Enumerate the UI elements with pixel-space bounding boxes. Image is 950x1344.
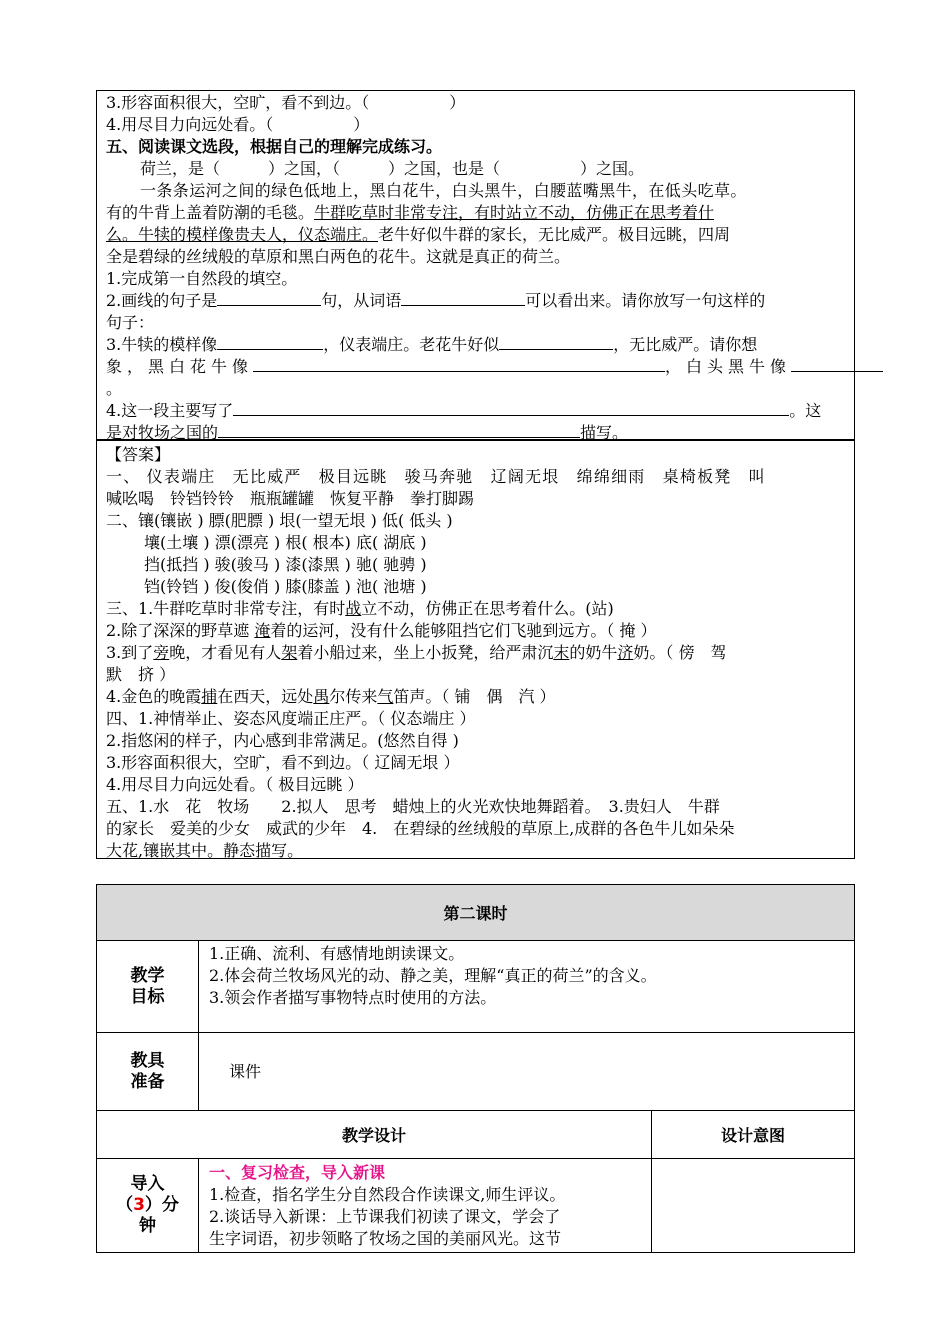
- answer-1-line-2: 喊吆喝 铃铛铃铃 瓶瓶罐罐 恢复平静 拳打脚踢: [106, 489, 475, 508]
- tools-cell: [199, 1033, 854, 1111]
- sub-question-4-cont: 是对牧场之国的 描写。: [106, 423, 629, 442]
- answer-2-line-2: 壤(土壤 ) 漂(漂亮 ) 根( 根本) 底( 湖底 ): [144, 533, 427, 552]
- answer-2-line-3: 挡(抵挡 ) 骏(骏马 ) 漆(漆黑 ) 驰( 驰骋 ): [144, 555, 427, 574]
- intro-line-2: 2.谈话导入新课：上节课我们初读了课文，学会了: [209, 1207, 561, 1226]
- answer-4-line-3: 3.形容面积很大，空旷，看不到边。（ 辽阔无垠 ）: [106, 753, 460, 772]
- answer-5-line-3: 大花,镶嵌其中。静态描写。: [106, 841, 304, 860]
- answer-4-line-1: 四、1.神情举止、姿态风度端正庄严。（ 仪态端庄 ）: [106, 709, 476, 728]
- intro-cell: [199, 1159, 652, 1252]
- goals-label: 教学 目标: [97, 941, 199, 1033]
- question-3: 3.形容面积很大，空旷，看不到边。（ ）: [106, 93, 466, 112]
- question-4: 4.用尽目力向远处看。（ ）: [106, 115, 370, 134]
- design-header: 教学设计: [97, 1111, 652, 1159]
- sub-question-2: 2.画线的句子是 句，从词语 可以看出来。请你放写一句这样的: [106, 291, 766, 310]
- sub-question-3: 3.牛犊的模样像 ，仪表端庄。老花牛好似 ，无比威严。请你想: [106, 335, 758, 354]
- passage-line-4: 全是碧绿的丝绒般的草原和黑白两色的花牛。这就是真正的荷兰。: [106, 247, 571, 266]
- intro-title: 一、复习检查，导入新课: [209, 1163, 386, 1182]
- passage-line-3: 么。牛犊的模样像贵夫人，仪态端庄。老牛好似牛群的家长，无比威严。极目远眺，四周: [106, 225, 731, 244]
- sub-question-3-cont: 象，黑白花牛像 ，白头黑牛像: [106, 356, 883, 378]
- answer-2-line-4: 铛(铃铛 ) 俊(俊俏 ) 膝(膝盖 ) 池( 池塘 ): [144, 577, 427, 596]
- intro-line-3: 生字词语，初步领略了牧场之国的美丽风光。这节: [209, 1229, 562, 1248]
- answer-3-line-3: 3.到了旁晚，才看见有人架着小船过来，坐上小扳凳，给严肃沉末的奶牛济奶。（ 傍 驾: [106, 643, 727, 662]
- sub-question-1: 1.完成第一自然段的填空。: [106, 269, 298, 288]
- goal-3: 3.领会作者描写事物特点时使用的方法。: [209, 988, 497, 1007]
- intro-intent-cell: [652, 1159, 854, 1252]
- fill-line: 荷兰，是（ ）之国，（ ）之国，也是（ ）之国。: [140, 159, 645, 178]
- tools-label: 教具 准备: [97, 1033, 199, 1111]
- goal-2: 2.体会荷兰牧场风光的动、静之美，理解“真正的荷兰”的含义。: [209, 966, 657, 985]
- answers-title: 【答案】: [106, 445, 171, 464]
- answer-3-line-2: 2.除了深深的野草遮 淹着的运河，没有什么能够阻挡它们飞驰到远方。（ 掩 ）: [106, 621, 657, 640]
- passage-line-2: 有的牛背上盖着防潮的毛毯。牛群吃草时非常专注，有时站立不动，仿佛正在思考着什: [106, 203, 715, 222]
- tools-value: 课件: [229, 1062, 262, 1081]
- answer-5-line-1: 五、1.水 花 牧场 2.拟人 思考 蜡烛上的火光欢快地舞蹈着。 3.贵妇人 牛群: [106, 797, 720, 816]
- answer-4-line-2: 2.指悠闲的样子，内心感到非常满足。(悠然自得 ): [106, 731, 459, 750]
- answer-3-line-5: 4.金色的晚霞捕在西天，远处禺尔传来气笛声。（ 铺 偶 汽 ）: [106, 687, 556, 706]
- answer-2-line-1: 二、镶(镶嵌 ) 膘(肥膘 ) 垠(一望无垠 ) 低( 低头 ): [106, 511, 453, 530]
- lesson-plan-table: [96, 884, 855, 1253]
- answer-4-line-4: 4.用尽目力向远处看。（ 极目远眺 ）: [106, 775, 364, 794]
- lesson-header: 第二课时: [97, 885, 854, 941]
- sub-question-2-cont: 句子：: [106, 313, 155, 332]
- sub-question-3-end: 。: [106, 379, 123, 398]
- answer-5-line-2: 的家长 爱美的少女 威武的少年 4. 在碧绿的丝绒般的草原上,成群的各色牛儿如朵朵: [106, 819, 735, 838]
- passage-line-1: 一条条运河之间的绿色低地上，黑白花牛，白头黑牛，白腰蓝嘴黑牛，在低头吃草。: [140, 181, 747, 200]
- intent-header: 设计意图: [652, 1111, 854, 1159]
- answer-1-line-1: 一、 仪表端庄 无比威严 极目远眺 骏马奔驰 辽阔无垠 绵绵细雨 桌椅板凳 叫: [106, 467, 766, 486]
- section-5-title: 五、阅读课文选段，根据自己的理解完成练习。: [106, 137, 443, 156]
- sub-question-4: 4.这一段主要写了 。这: [106, 401, 822, 420]
- answer-3-line-1: 三、1.牛群吃草时非常专注，有时战立不动，仿佛正在思考着什么。(站): [106, 599, 614, 618]
- intro-line-1: 1.检查，指名学生分自然段合作读课文,师生评议。: [209, 1185, 566, 1204]
- goals-cell: [199, 941, 854, 1033]
- goal-1: 1.正确、流利、有感情地朗读课文。: [209, 944, 465, 963]
- answer-3-line-4: 默 挤 ）: [106, 665, 176, 684]
- intro-label: 导入 （3）分 钟: [97, 1159, 199, 1252]
